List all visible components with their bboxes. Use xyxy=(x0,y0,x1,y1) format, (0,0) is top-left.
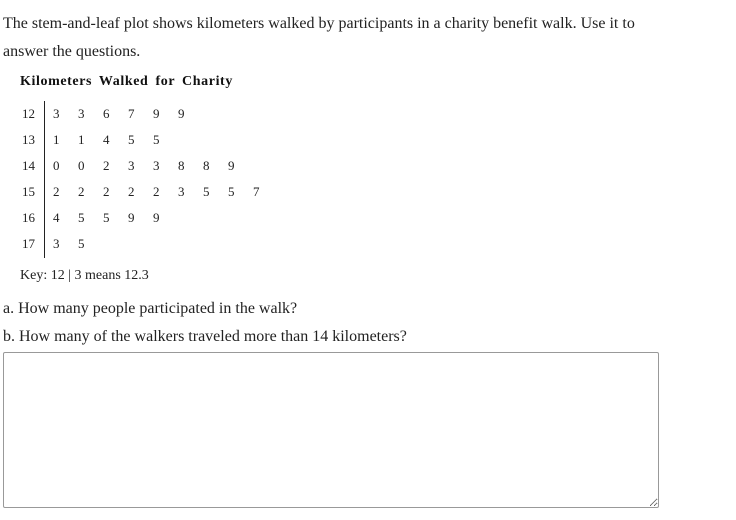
intro-text: The stem-and-leaf plot shows kilometers walked by participants in a charity benefit walk. Use it to answer the questions. xyxy=(3,15,635,60)
leaf-value: 1 xyxy=(78,132,85,147)
leaf-list xyxy=(53,231,103,257)
leaf-value: 1 xyxy=(53,132,60,147)
stem-value: 13 xyxy=(22,132,35,147)
question-b: b. How many of the walkers traveled more than 14 kilometers? xyxy=(3,328,407,345)
leaf-value: 3 xyxy=(178,184,185,199)
leaf-value: 2 xyxy=(153,184,160,199)
leaf-value: 9 xyxy=(128,210,135,225)
plot-row xyxy=(20,179,320,205)
leaf-value: 8 xyxy=(178,158,185,173)
leaf-value: 3 xyxy=(128,158,135,173)
leaf-list xyxy=(53,205,178,231)
stem-value: 16 xyxy=(22,210,35,225)
leaf-list xyxy=(53,101,203,127)
stem-value: 12 xyxy=(22,106,35,121)
leaf-value: 4 xyxy=(53,210,60,225)
leaf-value: 2 xyxy=(103,158,110,173)
leaf-value: 2 xyxy=(128,184,135,199)
leaf-value: 5 xyxy=(203,184,210,199)
leaf-list xyxy=(53,153,253,179)
stem-value: 17 xyxy=(22,236,35,251)
leaf-value: 3 xyxy=(153,158,160,173)
leaf-value: 5 xyxy=(78,210,85,225)
leaf-value: 5 xyxy=(103,210,110,225)
plot-row xyxy=(20,153,320,179)
plot-row xyxy=(20,101,320,127)
leaf-value: 2 xyxy=(53,184,60,199)
leaf-value: 5 xyxy=(228,184,235,199)
leaf-value: 9 xyxy=(153,210,160,225)
plot-key: Key: 12 | 3 means 12.3 xyxy=(20,268,149,283)
leaf-list xyxy=(53,127,178,153)
leaf-value: 3 xyxy=(78,106,85,121)
leaf-value: 9 xyxy=(228,158,235,173)
plot-rows xyxy=(20,101,320,257)
leaf-value: 2 xyxy=(103,184,110,199)
plot-title: Kilometers Walked for Charity xyxy=(20,74,233,89)
leaf-value: 0 xyxy=(53,158,60,173)
leaf-value: 5 xyxy=(78,236,85,251)
leaf-value: 5 xyxy=(128,132,135,147)
leaf-value: 2 xyxy=(78,184,85,199)
leaf-value: 6 xyxy=(103,106,110,121)
leaf-value: 7 xyxy=(253,184,260,199)
plot-row xyxy=(20,231,320,257)
leaf-value: 7 xyxy=(128,106,135,121)
stem-and-leaf-plot xyxy=(20,101,320,257)
answer-textarea[interactable] xyxy=(3,352,659,508)
plot-row xyxy=(20,127,320,153)
leaf-value: 5 xyxy=(153,132,160,147)
stem-value: 15 xyxy=(22,184,35,199)
leaf-value: 9 xyxy=(153,106,160,121)
leaf-value: 3 xyxy=(53,106,60,121)
stem-value: 14 xyxy=(22,158,35,173)
question-a: a. How many people participated in the walk? xyxy=(3,300,298,317)
leaf-value: 4 xyxy=(103,132,110,147)
leaf-value: 9 xyxy=(178,106,185,121)
leaf-value: 3 xyxy=(53,236,60,251)
leaf-list xyxy=(53,179,278,205)
leaf-value: 0 xyxy=(78,158,85,173)
leaf-value: 8 xyxy=(203,158,210,173)
plot-row xyxy=(20,205,320,231)
